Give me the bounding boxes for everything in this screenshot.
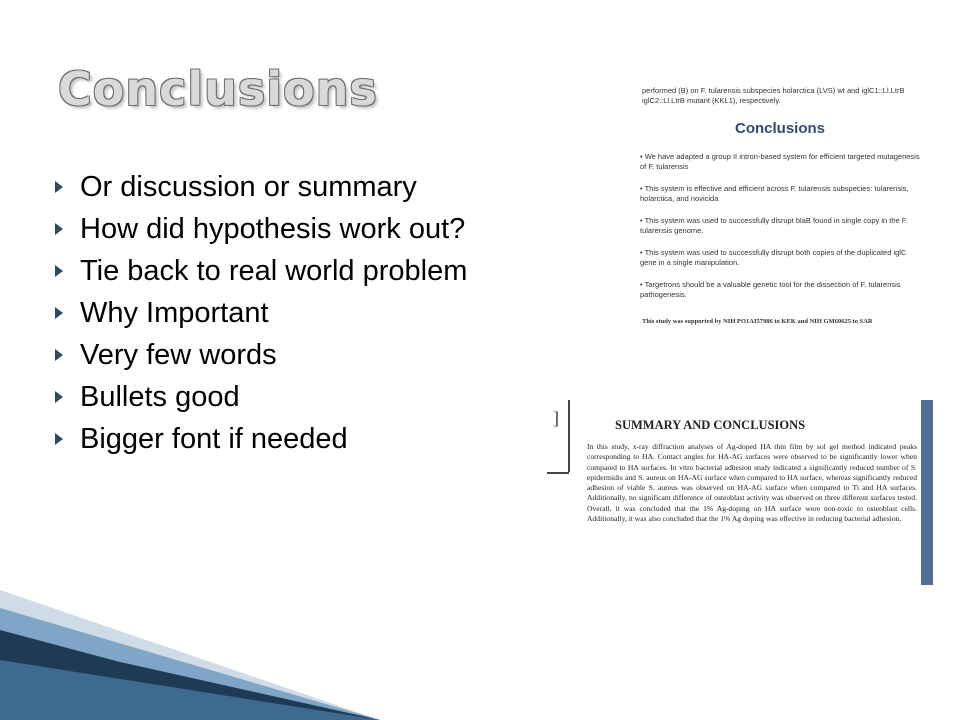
summary-blue-bar bbox=[921, 400, 933, 585]
bullet-text: Bigger font if needed bbox=[80, 422, 348, 455]
bullet-item bbox=[55, 292, 467, 334]
summary-heading: SUMMARY AND CONCLUSIONS bbox=[615, 418, 806, 432]
summary-body: In this study, x-ray diffraction analyses of Ag-doped HA thin film by sol gel method indicated peaks corresponding to HA. Contact angles for HA-AG surfaces were observed to be significantly lower when compared to HA surfaces. In vitro bacterial adhesion study indicated a significantly reduced number of S. epidermidis and S. aureus on HA-AG surface when compared to HA surface, whereas significantly reduced adhesion of viable S. aureus was observed on HA-AG surface when compared to Ti and HA surfaces. Additionally, no significant difference of osteoblast activity was observed on three different surfaces tested. Overall, it was concluded that the 1% Ag-doping on HA surface were non-toxic to osteoblast cells. Additionally, it was also concluded that the 1% Ag doping was effective in reducing bacterial adhesion. bbox=[587, 442, 917, 524]
bullet-arrow-icon bbox=[55, 349, 63, 361]
slide-title: Conclusions bbox=[58, 62, 378, 116]
bullet-item bbox=[55, 166, 467, 208]
bullet-arrow-icon bbox=[55, 265, 63, 277]
bullet-arrow-icon bbox=[55, 391, 63, 403]
figure-fragment bbox=[545, 400, 585, 500]
fragment-bracket-icon: ] bbox=[553, 408, 559, 428]
poster-header-note: performed (B) on F. tularensis subspecies holarctica (LVS) wt and iglC1::Ll.LtrB iglC2::Ll.LtrB mutant (KKL1), respectively. bbox=[642, 86, 905, 105]
bullet-text: Or discussion or summary bbox=[80, 170, 417, 203]
bullet-text: Why Important bbox=[80, 296, 269, 329]
bullet-arrow-icon bbox=[55, 181, 63, 193]
bullet-arrow-icon bbox=[55, 307, 63, 319]
bullet-list bbox=[55, 166, 467, 460]
bullet-item bbox=[55, 208, 467, 250]
fragment-axis-line bbox=[547, 472, 569, 474]
bullet-item bbox=[55, 376, 467, 418]
poster-point: • Targetrons should be a valuable genetic tool for the dissection of F. tularensis pathogenesis. bbox=[640, 280, 901, 299]
poster-point: • This system was used to successfully disrupt both copies of the duplicated iglC gene in a single manipulation. bbox=[640, 248, 907, 267]
bullet-arrow-icon bbox=[55, 433, 63, 445]
summary-conclusions-image bbox=[545, 400, 933, 585]
poster-point: • This system was used to successfully disrupt blaB found in single copy in the F. tularensis genome. bbox=[640, 216, 908, 235]
bullet-text: How did hypothesis work out? bbox=[80, 212, 466, 245]
bullet-text: Very few words bbox=[80, 338, 277, 371]
bullet-text: Tie back to real world problem bbox=[80, 254, 468, 287]
bullet-text: Bullets good bbox=[80, 380, 240, 413]
poster-conclusions-image bbox=[630, 80, 930, 340]
bullet-arrow-icon bbox=[55, 223, 63, 235]
poster-heading: Conclusions bbox=[734, 120, 825, 137]
fragment-axis-line bbox=[568, 400, 570, 472]
decorative-swoosh bbox=[0, 590, 960, 720]
bullet-item bbox=[55, 334, 467, 376]
poster-point: • We have adapted a group II intron-based system for efficient targeted mutagenesis of F. tularensis bbox=[640, 152, 920, 171]
poster-support-note: This study was supported by NIH PO1AI57986 to KEK and NIH GM60625 to SAR bbox=[642, 318, 873, 325]
bullet-item bbox=[55, 418, 467, 460]
bullet-item bbox=[55, 250, 467, 292]
poster-point: • This system is effective and efficient across F. tularensis subspecies: tularensis, holarctica, and novicida bbox=[640, 184, 909, 203]
